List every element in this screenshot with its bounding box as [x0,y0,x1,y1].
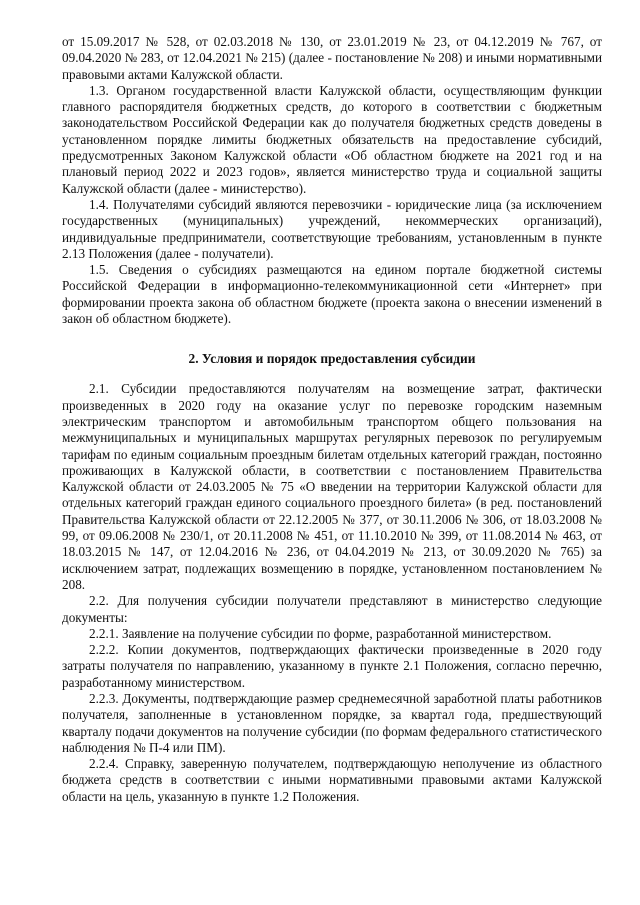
document-page [62,34,602,805]
paragraph-1-3: 1.3. Органом государственной власти Калужской области, осуществляющим функции главного распорядителя бюджетных средств, до которого в соответствии с бюджетным законодательством Российской Федерации как до получателя бюджетных средств доведены в установленном порядке лимиты бюджетных обязательств на предоставление субсидий, предусмотренных Законом Калужской области «Об областном бюджете на 2021 год и на плановый период 2022 и 2023 годов», является министерство труда и социальной защиты Калужской области (далее - министерство). [62,82,602,196]
paragraph-2-2-4: 2.2.4. Справку, заверенную получателем, подтверждающую неполучение из областного бюджета средств в соответствии с иными нормативными правовыми актами Калужской области на цель, указанную в пункте 1.2 Положения. [62,756,602,804]
paragraph-2-2: 2.2. Для получения субсидии получатели представляют в министерство следующие документы: [62,593,602,625]
section-heading: 2. Условия и порядок предоставления субсидии [188,351,476,367]
paragraph-2-1: 2.1. Субсидии предоставляются получателям на возмещение затрат, фактически произведенных в 2020 году на оказание услуг по перевозке городским наземным электрическим транспортом и автомобильным транспортом общего пользования на межмуниципальных и муниципальных маршрутах регулярных перевозок по регулируемым тарифам по единым социальным проездным билетам отдельных категорий граждан, постоянно проживающих в Калужской области, в соответствии с постановлением Правительства Калужской области от 24.03.2005 № 75 «О введении на территории Калужской области для отдельных категорий граждан единого социального проездного билета» (в ред. постановлений Правительства Калужской области от 22.12.2005 № 377, от 30.11.2006 № 306, от 18.03.2008 № 99, от 09.06.2008 № 230/1, от 20.11.2008 № 451, от 11.10.2010 № 399, от 11.08.2014 № 463, от 18.03.2015 № 147, от 12.04.2016 № 236, от 04.04.2019 № 213, от 30.09.2020 № 765) за исключением затрат, подлежащих возмещению в порядке, установленном постановлением № 208. [62,381,602,592]
paragraph-1-4: 1.4. Получателями субсидий являются перевозчики - юридические лица (за исключением государственных (муниципальных) учреждений, некоммерческих организаций), индивидуальные предприниматели, соответствующие требованиям, установленным в пункте 2.13 Положения (далее - получатели). [62,196,602,261]
paragraph-2-2-3: 2.2.3. Документы, подтверждающие размер среднемесячной заработной платы работников получателя, заполненные в установленном порядке, за квартал года, предшествующий кварталу подачи документов на получение субсидии (по формам федерального статистического наблюдения № П-4 или ПМ). [62,690,602,755]
paragraph-2-2-2: 2.2.2. Копии документов, подтверждающих фактически произведенные в 2020 году затраты получателя по направлению, указанному в пункте 2.1 Положения, согласно перечню, разработанному министерством. [62,642,602,690]
paragraph-2-2-1: 2.2.1. Заявление на получение субсидии по форме, разработанной министерством. [89,625,552,641]
paragraph-1-5: 1.5. Сведения о субсидиях размещаются на едином портале бюджетной системы Российской Федерации в информационно-телекоммуникационной сети «Интернет» при формировании проекта закона об областном бюджете (проекта закона о внесении изменений в закон об областном бюджете). [62,262,602,327]
paragraph-continuation: от 15.09.2017 № 528, от 02.03.2018 № 130, от 23.01.2019 № 23, от 04.12.2019 № 767, от 09.04.2020 № 283, от 12.04.2021 № 215) (далее - постановление № 208) и иными нормативными правовыми актами Калужской области. [62,34,602,82]
